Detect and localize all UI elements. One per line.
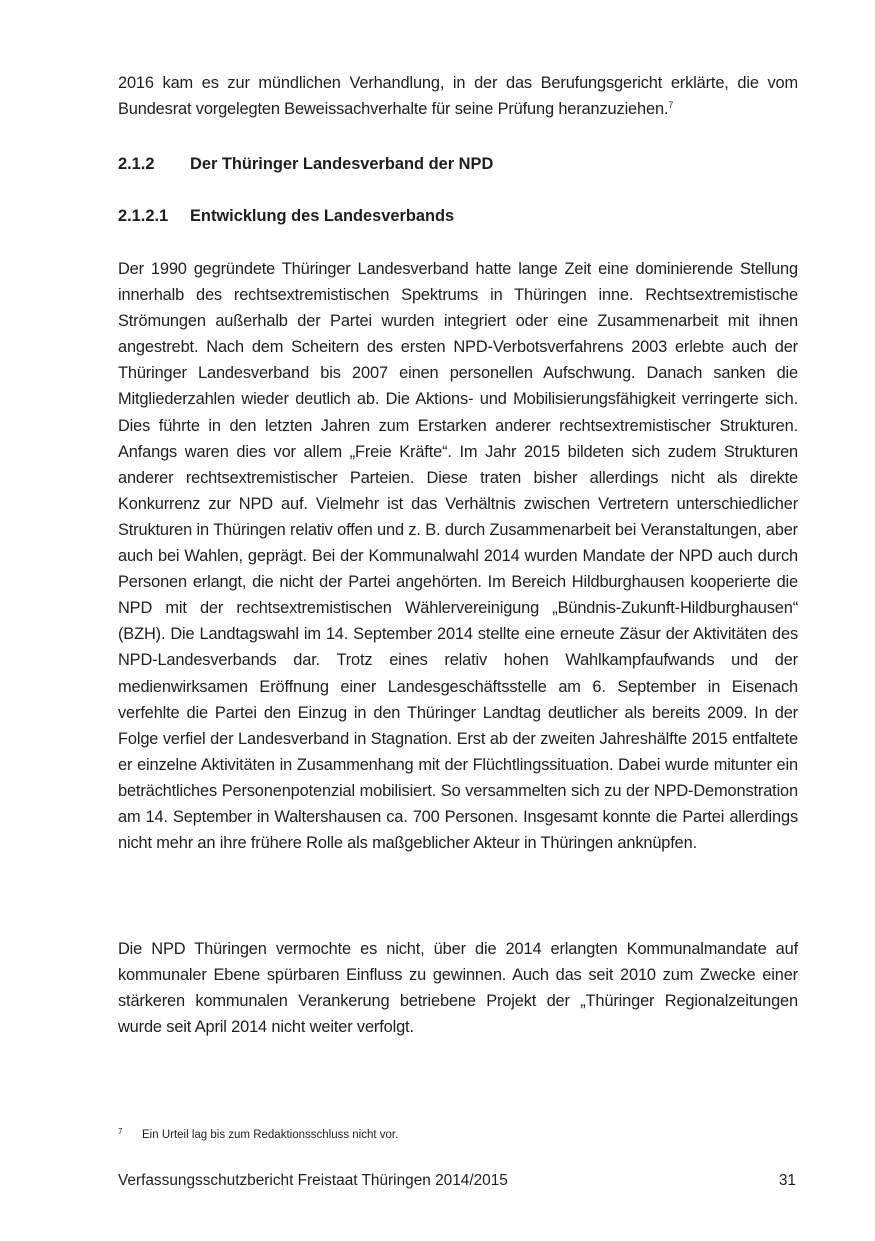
subsection-heading [118,204,454,228]
footnote [118,1124,398,1143]
body-paragraph-2: Die NPD Thüringen vermochte es nicht, über die 2014 erlangten Kommunalmandate auf kommunaler Ebene spürbaren Einfluss zu gewinnen. Auch das seit 2010 zum Zwecke einer stärkeren kommunalen Verankerung betriebene Projekt der „Thüringer Regionalzeitungen wurde seit April 2014 nicht weiter verfolgt. [118,940,798,1037]
subsection-number: 2.1.2.1 [118,207,169,225]
section-number: 2.1.2 [118,155,155,173]
footnote-text: Ein Urteil lag bis zum Redaktionsschluss nicht vor. [142,1129,399,1141]
page-footer [118,1170,798,1192]
section-heading [118,152,493,176]
page-number: 31 [778,1172,796,1189]
footer-title: Verfassungsschutzbericht Freistaat Thüringen 2014/2015 [118,1172,508,1189]
page-content [118,70,798,1037]
intro-text: 2016 kam es zur mündlichen Verhandlung, in der das Berufungsgericht erklärte, die vom Bundesrat vorgelegten Beweissachverhalte für seine Prüfung heranzuziehen. [118,74,798,119]
intro-paragraph [118,70,798,122]
subsection-title: Entwicklung des Landesverbands [190,207,455,225]
body-paragraph-1: Der 1990 gegründete Thüringer Landesverband hatte lange Zeit eine dominierende Stellung innerhalb des rechtsextremistischen Spektrums in Thüringen inne. Rechtsextremistische Strömungen außerhalb der Partei wurden integriert oder eine Zusammenarbeit mit ihnen angestrebt. Nach dem Scheitern des ersten NPD-Verbotsverfahrens 2003 erlebte auch der Thüringer Landesverband bis 2007 einen personellen Aufschwung. Danach sanken die Mitgliederzahlen wieder deutlich ab. Die Aktions- und Mobilisierungsfähigkeit verringerte sich. Dies führte in den letzten Jahren zum Erstarken anderer rechtsextremistischer Strukturen. Anfangs waren dies vor allem „Freie Kräfte“. Im Jahr 2015 bildeten sich zudem Strukturen anderer rechtsextremistischer Parteien. Diese traten bisher allerdings nicht als direkte Konkurrenz zur NPD auf. Vielmehr ist das Verhältnis zwischen Vertretern unterschiedlicher Strukturen in Thüringen relativ offen und z. B. durch Zusammenarbeit bei Veranstaltungen, aber auch bei Wahlen, geprägt. Bei der Kommunalwahl 2014 wurden Mandate der NPD auch durch Personen erlangt, die nicht der Partei angehörten. Im Bereich Hildburghausen kooperierte die NPD mit der rechtsextremistischen Wählervereinigung „Bündnis-Zukunft-Hildburghausen“ (BZH). Die Landtagswahl im 14. September 2014 stellte eine erneute Zäsur der Aktivitäten des NPD-Landesverbands dar. Trotz eines relativ hohen Wahlkampfaufwands und der medienwirksamen Eröffnung einer Landesgeschäftsstelle am 6. September in Eisenach verfehlte die Partei den Einzug in den Thüringer Landtag deutlicher als bereits 2009. In der Folge verfiel der Landesverband in Stagnation. Erst ab der zweiten Jahreshälfte 2015 entfaltete er einzelne Aktivitäten in Zusammenhang mit der Flüchtlingssituation. Dabei wurde mitunter ein beträchtliches Personenpotenzial mobilisiert. So versammelten sich zu der NPD-Demonstration am 14. September in Waltershausen ca. 700 Personen. Insgesamt konnte die Partei allerdings nicht mehr an ihre frühere Rolle als maßgeblicher Akteur in Thüringen anknüpfen. [118,260,798,853]
footnote-reference[interactable]: 7 [668,100,674,111]
section-title: Der Thüringer Landesverband der NPD [190,155,494,173]
footnote-mark: 7 [118,1127,123,1136]
